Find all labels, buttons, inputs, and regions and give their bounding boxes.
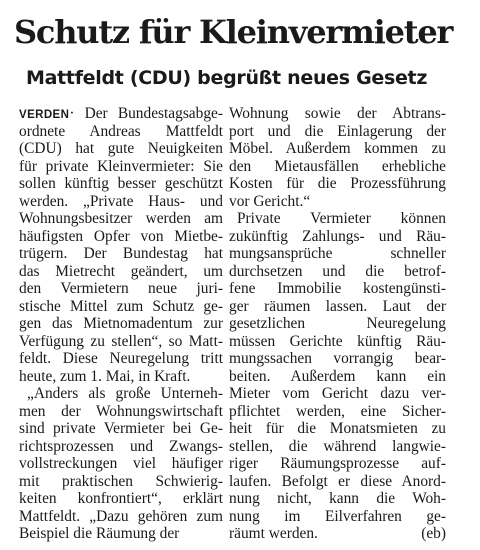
article-line: das Mietrecht geändert, um — [19, 262, 223, 280]
article-line: Kosten für die Prozessführung — [229, 175, 446, 192]
article-line: sollen künftig besser geschützt — [19, 175, 223, 192]
article-line: Mieter vom Gericht dazu ver- — [229, 385, 446, 402]
article-line: feldt. Diese Neuregelung tritt — [19, 350, 223, 367]
article-line: müssen Gerichte künftig Räu- — [229, 332, 446, 350]
article-line: zukünftig Zahlungs- und Räu- — [229, 227, 446, 245]
article-line: stellen, die während langwie- — [229, 437, 446, 455]
article-subheadline: Mattfeldt (CDU) begrüßt neues Gesetz — [26, 67, 428, 89]
article-line: durchsetzen und die betrof- — [229, 262, 446, 280]
article-line: laufen. Befolgt er diese Anord- — [229, 472, 446, 490]
article-line: trügern. Der Bundestag hat — [19, 245, 223, 262]
article-line: häufigsten Opfer von Mietbe- — [19, 227, 223, 245]
article-line: stische Mittel zum Schutz ge- — [19, 297, 223, 315]
article-line: port und die Einlagerung der — [229, 122, 446, 140]
article-line: den Vermietern neue juri- — [19, 280, 223, 297]
article-line: Wohnung sowie der Abtrans- — [229, 105, 446, 122]
article-line: ordnete Andreas Mattfeldt — [19, 122, 223, 140]
article-line: beiten. Außerdem kann ein — [229, 367, 446, 385]
article-line: men der Wohnungswirtschaft — [19, 402, 223, 420]
author-signature: (eb) — [421, 525, 446, 542]
article-line: Beispiel die Räumung der — [19, 525, 180, 542]
article-line: richtsprozessen und Zwangs- — [19, 437, 223, 455]
article-line: vor Gericht.“ — [229, 192, 311, 210]
article-line-text: räumt werden. — [229, 525, 318, 542]
article-line: ger räumen lassen. Laut der — [229, 297, 446, 315]
article-line-text: · Der Bundestagsabge- — [69, 105, 223, 122]
article-line: „Anders als große Unterneh- — [27, 385, 223, 402]
article-line: fene Immobilie kostengünsti- — [229, 280, 446, 297]
article-headline: Schutz für Kleinvermieter — [14, 13, 453, 51]
article-line: Verfügung zu stellen“, so Matt- — [19, 332, 223, 350]
article-line: sind private Vermieter bei Ge- — [19, 420, 223, 437]
article-line: den Mietausfällen erhebliche — [229, 157, 446, 175]
article-line: mungssachen vorrangig bear- — [229, 350, 446, 367]
article-line: heit für die Monatsmieten zu — [229, 420, 446, 437]
article-line: pflichtet werden, eine Sicher- — [229, 402, 446, 420]
article-line: keiten konfrontiert“, erklärt — [19, 490, 223, 507]
article-line: (CDU) hat gute Neuigkeiten — [19, 140, 223, 157]
article-column-right — [229, 105, 446, 543]
article-line: Wohnungsbesitzer werden am — [19, 210, 223, 227]
article-line: heute, zum 1. Mai, in Kraft. — [19, 367, 191, 385]
article-line — [19, 105, 223, 123]
article-line: für private Kleinvermieter: Sie — [19, 157, 223, 175]
article-line: mit praktischen Schwierig- — [19, 472, 223, 490]
article-dateline: VERDEN — [19, 109, 70, 121]
article-line: Möbel. Außerdem kommen zu — [229, 140, 446, 157]
article-line: werden. „Private Haus- und — [19, 192, 223, 210]
article-line: mungsansprüche schneller — [229, 245, 446, 262]
article-line: gesetzlichen Neuregelung — [229, 315, 446, 332]
article-line: vollstreckungen viel häufiger — [19, 455, 223, 472]
article-column-left — [19, 105, 223, 543]
article-line: Mattfeldt. „Dazu gehören zum — [19, 507, 223, 525]
article-line: gen das Mietnomadentum zur — [19, 315, 223, 332]
article-line: riger Räumungsprozesse auf- — [229, 455, 446, 472]
article-line — [229, 525, 446, 543]
article-line: nung nicht, kann die Woh- — [229, 490, 446, 507]
article-line: Private Vermieter können — [237, 210, 446, 227]
article-line: nung im Eilverfahren ge- — [229, 507, 446, 525]
